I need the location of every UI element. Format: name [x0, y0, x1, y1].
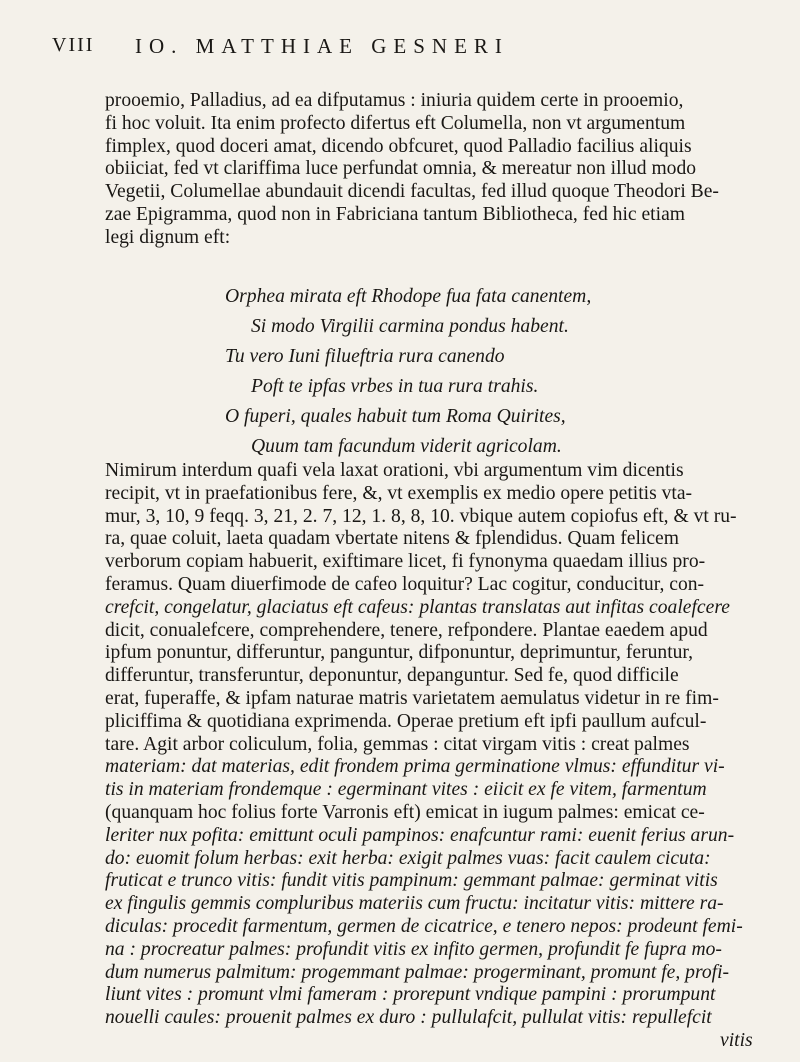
- text-line: differuntur, transferuntur, deponuntur, depanguntur. Sed fe, quod difficile: [105, 665, 679, 687]
- verse-line: Poft te ipfas vrbes in tua rura trahis.: [251, 376, 539, 397]
- text-line: pliciffima & quotidiana exprimenda. Operae pretium eft ipfi paullum aufcul-: [105, 710, 707, 732]
- text-line: ipfum ponuntur, differuntur, panguntur, difponuntur, deprimuntur, feruntur,: [105, 642, 694, 664]
- text-line: do: euomit folum herbas: exit herba: exigit palmes vuas: facit caulem cicuta:: [105, 847, 711, 869]
- text-line: erat, fuperaffe, & ipfam naturae matris varietatem aemulatus videtur in re fim-: [105, 687, 719, 709]
- verse-line: Tu vero Iuni filueftria rura canendo: [225, 346, 505, 367]
- epigram-verse: [225, 282, 785, 462]
- running-head: [50, 20, 750, 60]
- text-line: verborum copiam habuerit, exiftimare licet, fi fynonyma quaedam illius pro-: [105, 551, 706, 573]
- text-line: fimplex, quod doceri amat, dicendo obfcuret, quod Palladio facilius aliquis: [105, 135, 692, 157]
- text-line: dicit, conualefcere, comprehendere, tenere, refpondere. Plantae eaedem apud: [105, 619, 708, 641]
- text-line: tis in materiam frondemque : egerminant vites : eiicit ex fe vitem, farmentum: [105, 779, 707, 801]
- text-line: Nimirum interdum quafi vela laxat orationi, vbi argumentum vim dicentis: [105, 460, 684, 481]
- text-line: leriter nux pofita: emittunt oculi pampinos: enafcuntur rami: euenit ferius arun-: [105, 824, 735, 846]
- paragraph-body: [105, 460, 795, 1030]
- text-line: legi dignum eft:: [105, 226, 231, 248]
- running-title: IO. MATTHIAE GESNERI: [135, 34, 509, 58]
- text-line: recipit, vt in praefationibus fere, &, vt exemplis ex medio opere petitis vta-: [105, 482, 693, 504]
- text-line: ra, quae coluit, laeta quadam vbertate nitens & fplendidus. Quam felicem: [105, 528, 679, 550]
- text-line: crefcit, congelatur, glaciatus eft cafeus: plantas translatas aut infitas coalefcere: [105, 596, 730, 618]
- text-line: nouelli caules: prouenit palmes ex duro : pullulafcit, pullulat vitis: repullefcit: [105, 1007, 712, 1029]
- verse-line: Quum tam facundum viderit agricolam.: [251, 436, 562, 457]
- verse-line: Orphea mirata eft Rhodope fua fata canentem,: [225, 286, 592, 307]
- text-line: fruticat e trunco vitis: fundit vitis pampinum: gemmant palmae: germinat vitis: [105, 870, 718, 892]
- page-number: VIII: [52, 34, 95, 56]
- text-line: (quanquam hoc folius forte Varronis eft) emicat in iugum palmes: emicat ce-: [105, 801, 705, 823]
- verse-line: Si modo Virgilii carmina pondus habent.: [251, 316, 569, 337]
- text-line: mur, 3, 10, 9 feqq. 3, 21, 2. 7, 12, 1. 8, 8, 10. vbique autem copiofus eft, & vt ru-: [105, 505, 737, 527]
- text-line: fi hoc voluit. Ita enim profecto difertus eft Columella, non vt argumentum: [105, 112, 686, 134]
- text-line: materiam: dat materias, edit frondem prima germinatione vlmus: effunditur vi-: [105, 756, 725, 778]
- text-line: zae Epigramma, quod non in Fabriciana tantum Bibliotheca, fed hic etiam: [105, 203, 686, 225]
- text-line: na : procreatur palmes: profundit vitis ex infito germen, profundit fe fupra mo-: [105, 938, 722, 960]
- text-line: Vegetii, Columellae abundauit dicendi facultas, fed illud quoque Theodori Be-: [105, 181, 719, 203]
- text-line: prooemio, Palladius, ad ea difputamus : iniuria quidem certe in prooemio,: [105, 90, 684, 111]
- text-line: feramus. Quam diuerfimode de cafeo loquitur? Lac cogitur, conducitur, con-: [105, 573, 705, 595]
- text-line: liunt vites : promunt vlmi fameram : prorepunt vndique pampini : prorumpunt: [105, 984, 716, 1006]
- text-line: dum numerus palmitum: progemmant palmae: progerminant, promunt fe, profi-: [105, 961, 730, 983]
- text-line: diculas: procedit farmentum, germen de cicatrice, e tenero nepos: prodeunt femi-: [105, 915, 743, 937]
- paragraph-intro: [105, 90, 795, 250]
- text-line: ex fingulis gemmis compluribus materiis cum fructu: incitatur vitis: mittere ra-: [105, 893, 724, 915]
- verse-line: O fuperi, quales habuit tum Roma Quirites,: [225, 406, 566, 427]
- text-line: tare. Agit arbor coliculum, folia, gemmas : citat virgam vitis : creat palmes: [105, 733, 690, 755]
- catchword: vitis: [720, 1030, 753, 1051]
- text-line: obiiciat, fed vt clariffima luce perfundat omnia, & mereatur non illud modo: [105, 158, 697, 180]
